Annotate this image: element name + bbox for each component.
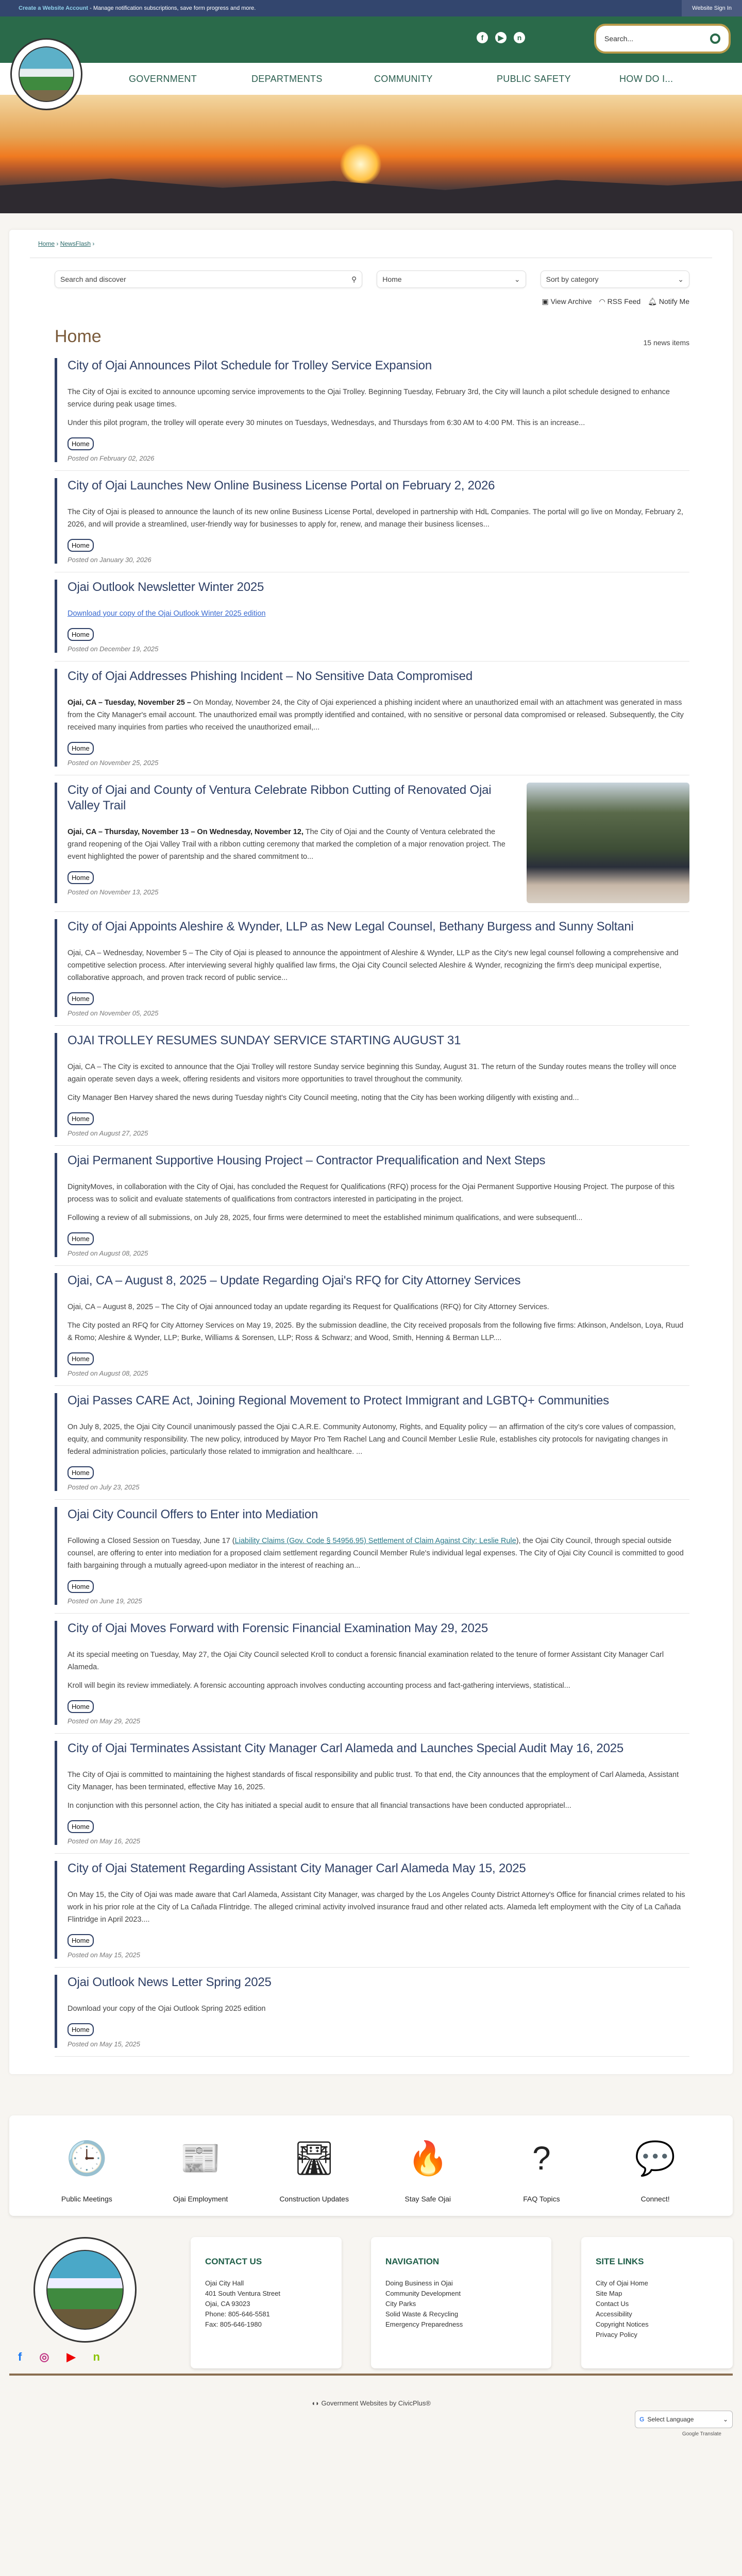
news-text: Following a review of all submissions, on July 28, 2025, four firms were determined to meet the established minimum qualifications, and were subsequentl...: [68, 1214, 583, 1222]
quick-link-label: Connect!: [640, 2195, 670, 2203]
news-item: [55, 667, 689, 775]
account-text: - Manage notification subscriptions, save form progress and more.: [88, 5, 256, 11]
news-text: The City of Ojai is committed to maintaining the highest standards of fiscal responsibility and public trust. To that end, the City announces that the employment of Carl Alameda, Assistant City Manager, has been terminated, effective May 16, 2025.: [68, 1771, 679, 1791]
nav-public-safety[interactable]: PUBLIC SAFETY: [497, 73, 571, 84]
civicplus-link[interactable]: [0, 2399, 742, 2407]
news-summary: [68, 1680, 689, 1692]
search-icon[interactable]: [710, 33, 720, 44]
category-tag[interactable]: Home: [68, 1820, 94, 1833]
news-item: [55, 476, 689, 572]
civicplus-label: Government Websites by CivicPlus®: [321, 2399, 431, 2407]
posted-date: Posted on February 02, 2026: [68, 454, 155, 462]
news-text: Kroll will begin its review immediately. A forensic accounting approach involves conducting accounting process and fact-gathering interviews, statistical...: [68, 1682, 570, 1690]
category-tag[interactable]: Home: [68, 1466, 94, 1479]
category-tag[interactable]: Home: [68, 1112, 94, 1125]
news-summary: [68, 1769, 689, 1793]
posted-date: Posted on July 23, 2025: [68, 1483, 140, 1491]
breadcrumb-newsflash[interactable]: NewsFlash: [60, 240, 91, 247]
news-title[interactable]: City of Ojai Launches New Online Business License Portal on February 2, 2026: [68, 479, 495, 493]
contact-title: CONTACT US: [205, 2257, 262, 2266]
news-item: [55, 1031, 689, 1146]
news-text: City Manager Ben Harvey shared the news during Tuesday night's City Council meeting, noting that the City has been working diligently with existing and...: [68, 1094, 579, 1102]
news-text: The City of Ojai and the County of Ventura celebrated the grand reopening of the Ojai Valley Trail with a ribbon cutting ceremony that marked the completion of a major renovation project. The event highlighted the power of parentship and the shared commitment to...: [68, 828, 505, 861]
archive-label: View Archive: [550, 297, 592, 306]
news-summary: [68, 826, 516, 863]
news-title[interactable]: Ojai Permanent Supportive Housing Project – Contractor Prequalification and Next Steps: [68, 1154, 546, 1167]
sort-value: Sort by category: [546, 275, 599, 283]
footer-divider: [9, 2374, 733, 2376]
news-lead: Ojai, CA – Tuesday, November 25 –: [68, 699, 193, 707]
news-title[interactable]: City of Ojai Terminates Assistant City Manager Carl Alameda and Launches Special Audit May 16, 2025: [68, 1741, 624, 1755]
google-icon: G: [639, 2416, 645, 2423]
search-icon[interactable]: ⚲: [351, 275, 357, 283]
contact-line: 401 South Ventura Street: [205, 2290, 280, 2297]
nav-government[interactable]: GOVERNMENT: [129, 73, 197, 84]
quick-link-icon: 🛣: [293, 2139, 335, 2177]
category-tag[interactable]: Home: [68, 742, 94, 755]
news-title[interactable]: Ojai Passes CARE Act, Joining Regional Movement to Protect Immigrant and LGBTQ+ Communities: [68, 1394, 609, 1408]
site-link[interactable]: Site Map: [596, 2290, 622, 2297]
main-nav: [0, 63, 742, 95]
ribbon-cutting-photo[interactable]: [527, 783, 689, 903]
news-text: The City of Ojai is pleased to announce the launch of its new online Business License Portal, developed in partnership with HdL Companies. The portal will go live on Monday, February 2, 2026, and will provide a streamlined, user-friendly way for businesses to apply for, renew, and manage their business licenses...: [68, 508, 684, 529]
view-archive-link[interactable]: [542, 297, 592, 306]
news-lead: Ojai, CA – Thursday, November 13 – On Wednesday, November 12,: [68, 828, 303, 836]
category-tag[interactable]: Home: [68, 539, 94, 552]
site-links-title: SITE LINKS: [596, 2257, 644, 2266]
category-tag[interactable]: Home: [68, 1232, 94, 1245]
news-text: Ojai, CA – Wednesday, November 5 – The City of Ojai is pleased to announce the appointment of Aleshire & Wynder, LLP as the City's new legal counsel following a comprehensive and competitive selection process. After interviewing several highly qualified law firms, the Ojai City Council selected Aleshire & Wynder, recognizing the firm's deep municipal expertise, collaborative approach, and proven track record of public service...: [68, 949, 679, 982]
news-item: [55, 356, 689, 471]
nav-community[interactable]: COMMUNITY: [374, 73, 433, 84]
inline-link[interactable]: Liability Claims (Gov. Code § 54956.95) Settlement of Claim Against City: Leslie Rule: [234, 1537, 516, 1545]
notify-label: Notify Me: [659, 297, 689, 306]
archive-icon: ▣: [542, 297, 551, 306]
news-summary: [68, 697, 689, 734]
quick-link-label: Ojai Employment: [173, 2195, 228, 2203]
posted-date: Posted on August 08, 2025: [68, 1369, 148, 1377]
news-count: 15 news items: [643, 338, 689, 347]
news-item: [55, 1973, 689, 2057]
news-text: At its special meeting on Tuesday, May 27, the Ojai City Council selected Kroll to conduct a forensic financial examination related to the tenure of former Assistant City Manager Carl Alameda.: [68, 1651, 664, 1671]
news-item: [55, 1859, 689, 1968]
news-title[interactable]: Ojai, CA – August 8, 2025 – Update Regarding Ojai's RFQ for City Attorney Services: [68, 1274, 521, 1287]
nav-how-do-i[interactable]: HOW DO I...: [619, 73, 673, 84]
page-title: Home: [55, 327, 102, 346]
rss-label: RSS Feed: [607, 297, 641, 306]
search-placeholder: Search and discover: [60, 275, 126, 283]
chevron-down-icon: ⌄: [722, 2416, 728, 2423]
navigation-title: NAVIGATION: [385, 2257, 440, 2266]
news-text: ), the Ojai City Council, through special outside counsel, are offering to enter into mediation for a proposed claim settlement regarding Council Member Rule's individual legal expenses. The City of Ojai City Council is committed to good faith bargaining through a mutually agreed-upon mediator in the interest of reaching an...: [68, 1537, 684, 1570]
news-summary: [68, 2003, 689, 2015]
news-item: [55, 1151, 689, 1266]
youtube-icon[interactable]: ▶: [66, 2350, 76, 2363]
posted-date: Posted on May 16, 2025: [68, 1837, 140, 1845]
quick-link-label: Stay Safe Ojai: [404, 2195, 451, 2203]
news-title[interactable]: City of Ojai and County of Ventura Celebrate Ribbon Cutting of Renovated Ojai Valley Trail: [68, 783, 492, 812]
header-social: [477, 32, 525, 43]
news-summary: [68, 1889, 689, 1926]
category-tag[interactable]: Home: [68, 2023, 94, 2036]
news-item: [55, 781, 689, 912]
contact-card: [191, 2237, 342, 2368]
news-summary: [68, 1181, 689, 1206]
site-link[interactable]: Accessibility: [596, 2310, 632, 2318]
news-title[interactable]: City of Ojai Addresses Phishing Incident – No Sensitive Data Compromised: [68, 669, 473, 683]
bell-icon: 🔔︎: [648, 297, 659, 306]
rss-feed-link[interactable]: [599, 297, 641, 306]
footer-nav-link[interactable]: Community Development: [385, 2290, 461, 2297]
news-text: On July 8, 2025, the Ojai City Council unanimously passed the Ojai C.A.R.E. Community Autonomy, Rights, and Equality policy — an affirmation of the city's core values of compassion, equity, and community responsibility. The new policy, introduced by Mayor Pro Tem Rachel Lang and Council Member Leslie Rule, establishes city protocols for navigating changes in federal administration policies, particularly those related to immigration and healthcare. ...: [68, 1423, 676, 1456]
news-summary: [68, 947, 689, 984]
news-text: Download your copy of the Ojai Outlook Spring 2025 edition: [68, 2005, 266, 2013]
quick-link-label: Public Meetings: [61, 2195, 112, 2203]
posted-date: Posted on June 19, 2025: [68, 1597, 142, 1605]
news-summary: [68, 1421, 689, 1458]
news-summary: [68, 1301, 689, 1313]
news-text: On Monday, November 24, the City of Ojai experienced a phishing incident where an unauthorized email with an attachment was generated in mass from the City Manager's email account. The unauthorized email was promptly identified and contained, with no sensitive or personal data compromised or released. Subsequently, the City received many inquiries from parties who received the unauthorized email,...: [68, 699, 684, 732]
news-summary: [68, 1535, 689, 1572]
facebook-icon[interactable]: f: [477, 32, 488, 43]
create-account-link[interactable]: Create a Website Account: [19, 5, 89, 11]
footer-social: [18, 2350, 100, 2364]
quick-link-icon: ?: [532, 2140, 551, 2177]
google-translate-label: Google Translate: [682, 2431, 721, 2437]
news-title[interactable]: Ojai City Council Offers to Enter into Mediation: [68, 1507, 318, 1521]
youtube-icon[interactable]: ▶: [495, 32, 507, 43]
language-label: Select Language: [647, 2416, 694, 2423]
chevron-down-icon: ⌄: [514, 275, 520, 283]
footer-nav-link[interactable]: Solid Waste & Recycling: [385, 2310, 459, 2318]
news-title[interactable]: Ojai Outlook Newsletter Winter 2025: [68, 580, 264, 594]
news-text: The City posted an RFQ for City Attorney Services on May 19, 2025. By the submission deadline, the City received proposals from the following five firms: Atkinson, Andelson, Loya, Ruud & Romo; Aleshire & Wynder, LLP; Burke, Williams & Sorensen, LLP; Ross & Schwarz; and Wood, Smith, Henning & Berman LLP....: [68, 1321, 684, 1342]
news-text: Following a Closed Session on Tuesday, June 17 (: [68, 1537, 235, 1545]
category-value: Home: [382, 275, 402, 283]
site-link[interactable]: Privacy Policy: [596, 2331, 637, 2338]
news-text: On May 15, the City of Ojai was made aware that Carl Alameda, Assistant City Manager, was charged by the Los Angeles County District Attorney's Office for financial crimes related to his work in his prior role at the City of La Cañada Flintridge. The alleged criminal activity involved insurance fraud and other related acts. Alameda left employment with the City of La Cañada Flintridge in April 2023....: [68, 1891, 685, 1924]
posted-date: Posted on May 15, 2025: [68, 2040, 140, 2048]
sort-select[interactable]: [541, 270, 689, 288]
footer-nav-link[interactable]: Doing Business in Ojai: [385, 2279, 453, 2287]
news-text: DignityMoves, in collaboration with the City of Ojai, has concluded the Request for Qualifications (RFQ) process for the Ojai Permanent Supportive Housing Project. The purpose of this process was to solicit and evaluate statements of qualifications from contractors interested in participating in the project.: [68, 1183, 675, 1204]
quick-link[interactable]: [276, 2130, 353, 2203]
news-item: [55, 1391, 689, 1500]
site-link[interactable]: Contact Us: [596, 2300, 629, 2308]
news-text: Ojai, CA – The City is excited to announce that the Ojai Trolley will restore Sunday service beginning this Sunday, August 31. The return of the Sunday routes means the trolley will once again operate seven days a week, offering residents and visitors more opportunities to travel throughout the community.: [68, 1063, 677, 1083]
quick-link[interactable]: [503, 2130, 580, 2203]
instagram-icon[interactable]: ◎: [39, 2350, 49, 2363]
posted-date: Posted on August 27, 2025: [68, 1129, 148, 1137]
news-item: [55, 1271, 689, 1386]
category-tag[interactable]: Home: [68, 628, 94, 641]
news-item: [55, 917, 689, 1026]
category-tag[interactable]: Home: [68, 1580, 94, 1593]
news-list: [22, 356, 720, 2057]
nextdoor-icon[interactable]: n: [514, 32, 525, 43]
quick-link[interactable]: [389, 2130, 466, 2203]
quick-link-icon: 🔥: [407, 2139, 449, 2177]
posted-date: Posted on August 08, 2025: [68, 1249, 148, 1257]
category-tag[interactable]: Home: [68, 437, 94, 450]
news-text: Ojai, CA – August 8, 2025 – The City of Ojai announced today an update regarding its Request for Qualifications (RFQ) for City Attorney Services.: [68, 1303, 549, 1311]
quick-link-icon: 🕒: [66, 2139, 108, 2177]
sign-in-button[interactable]: Website Sign In: [682, 0, 742, 16]
category-tag[interactable]: Home: [68, 1352, 94, 1365]
posted-date: Posted on May 29, 2025: [68, 1717, 140, 1725]
notify-me-link[interactable]: [648, 297, 689, 306]
posted-date: Posted on November 25, 2025: [68, 759, 159, 767]
rss-icon: ◠: [599, 297, 608, 306]
contact-line: Ojai, CA 93023: [205, 2300, 250, 2308]
news-summary: [68, 1319, 689, 1344]
quick-link[interactable]: [48, 2130, 125, 2203]
quick-link-icon: 💬: [634, 2139, 676, 2177]
hero-sunset-image: [0, 95, 742, 213]
site-link[interactable]: City of Ojai Home: [596, 2279, 648, 2287]
news-title[interactable]: City of Ojai Appoints Aleshire & Wynder, LLP as New Legal Counsel, Bethany Burgess and Sunny Soltani: [68, 920, 634, 934]
posted-date: Posted on December 19, 2025: [68, 645, 159, 653]
category-tag[interactable]: Home: [68, 992, 94, 1005]
news-title[interactable]: Ojai Outlook News Letter Spring 2025: [68, 1975, 272, 1989]
news-title[interactable]: City of Ojai Statement Regarding Assistant City Manager Carl Alameda May 15, 2025: [68, 1861, 526, 1875]
news-item: [55, 578, 689, 662]
contact-phone: Phone: 805-646-5581: [205, 2310, 270, 2318]
quick-link[interactable]: [162, 2130, 239, 2203]
site-search-input[interactable]: Search...: [604, 35, 634, 43]
category-tag[interactable]: Home: [68, 1934, 94, 1947]
civicplus-icon: ◖◗: [311, 2399, 322, 2407]
city-seal-logo[interactable]: [10, 38, 82, 110]
quick-link[interactable]: [617, 2130, 694, 2203]
facebook-icon[interactable]: f: [18, 2350, 22, 2363]
contact-fax: Fax: 805-646-1980: [205, 2320, 262, 2328]
chevron-down-icon: ⌄: [678, 275, 684, 283]
nav-departments[interactable]: DEPARTMENTS: [251, 73, 323, 84]
navigation-card: [371, 2237, 551, 2368]
quick-link-label: Construction Updates: [279, 2195, 349, 2203]
news-summary: [68, 1800, 689, 1812]
news-search-input[interactable]: [55, 270, 362, 288]
category-tag[interactable]: Home: [68, 1700, 94, 1713]
language-select[interactable]: [635, 2411, 733, 2428]
news-title[interactable]: OJAI TROLLEY RESUMES SUNDAY SERVICE STARTING AUGUST 31: [68, 1033, 461, 1047]
news-item: [55, 1505, 689, 1614]
news-summary: [68, 1649, 689, 1673]
footer-city-seal[interactable]: [33, 2237, 137, 2343]
breadcrumb-home[interactable]: Home: [38, 240, 55, 247]
site-links-card: [581, 2237, 733, 2368]
news-summary: [68, 506, 689, 531]
site-search[interactable]: [594, 24, 731, 54]
footer-nav-link[interactable]: Emergency Preparedness: [385, 2320, 463, 2328]
top-bar: [0, 0, 742, 16]
news-item: [55, 1739, 689, 1854]
download-link[interactable]: Download your copy of the Ojai Outlook Winter 2025 edition: [68, 609, 266, 618]
contact-line: Ojai City Hall: [205, 2279, 244, 2287]
footer: [0, 2224, 742, 2441]
quick-link-icon: 📰: [180, 2139, 221, 2177]
news-summary: [68, 386, 689, 411]
quick-link-label: FAQ Topics: [523, 2195, 560, 2203]
nextdoor-icon[interactable]: n: [93, 2350, 100, 2363]
posted-date: Posted on January 30, 2026: [68, 556, 151, 564]
news-summary: [68, 417, 689, 429]
category-tag[interactable]: Home: [68, 871, 94, 884]
news-text: In conjunction with this personnel action, the City has initiated a special audit to ensure that all financial transactions have been conducted appropriatel...: [68, 1802, 571, 1810]
news-title[interactable]: City of Ojai Moves Forward with Forensic Financial Examination May 29, 2025: [68, 1621, 488, 1635]
news-summary: [68, 1061, 689, 1086]
category-select[interactable]: [377, 270, 526, 288]
news-summary: [68, 1092, 689, 1104]
news-text: The City of Ojai is excited to announce upcoming service improvements to the Ojai Trolley. Beginning Tuesday, February 3rd, the City will launch a pilot schedule designed to enhance service during peak usage times.: [68, 388, 670, 409]
header: [0, 16, 742, 63]
news-summary: [68, 1212, 689, 1224]
posted-date: Posted on May 15, 2025: [68, 1951, 140, 1959]
posted-date: Posted on November 13, 2025: [68, 888, 159, 896]
breadcrumb: Home › NewsFlash ›: [30, 240, 712, 258]
news-text: Under this pilot program, the trolley will operate every 30 minutes on Tuesdays, Wednesdays, and Thursdays from 6:30 AM to 4:00 PM. This is an increase...: [68, 419, 585, 427]
news-title[interactable]: City of Ojai Announces Pilot Schedule for Trolley Service Expansion: [68, 359, 432, 372]
news-item: [55, 1619, 689, 1734]
quick-links: [9, 2115, 733, 2216]
posted-date: Posted on November 05, 2025: [68, 1009, 159, 1017]
footer-nav-link[interactable]: City Parks: [385, 2300, 416, 2308]
main-content: [9, 230, 733, 2074]
site-link[interactable]: Copyright Notices: [596, 2320, 649, 2328]
